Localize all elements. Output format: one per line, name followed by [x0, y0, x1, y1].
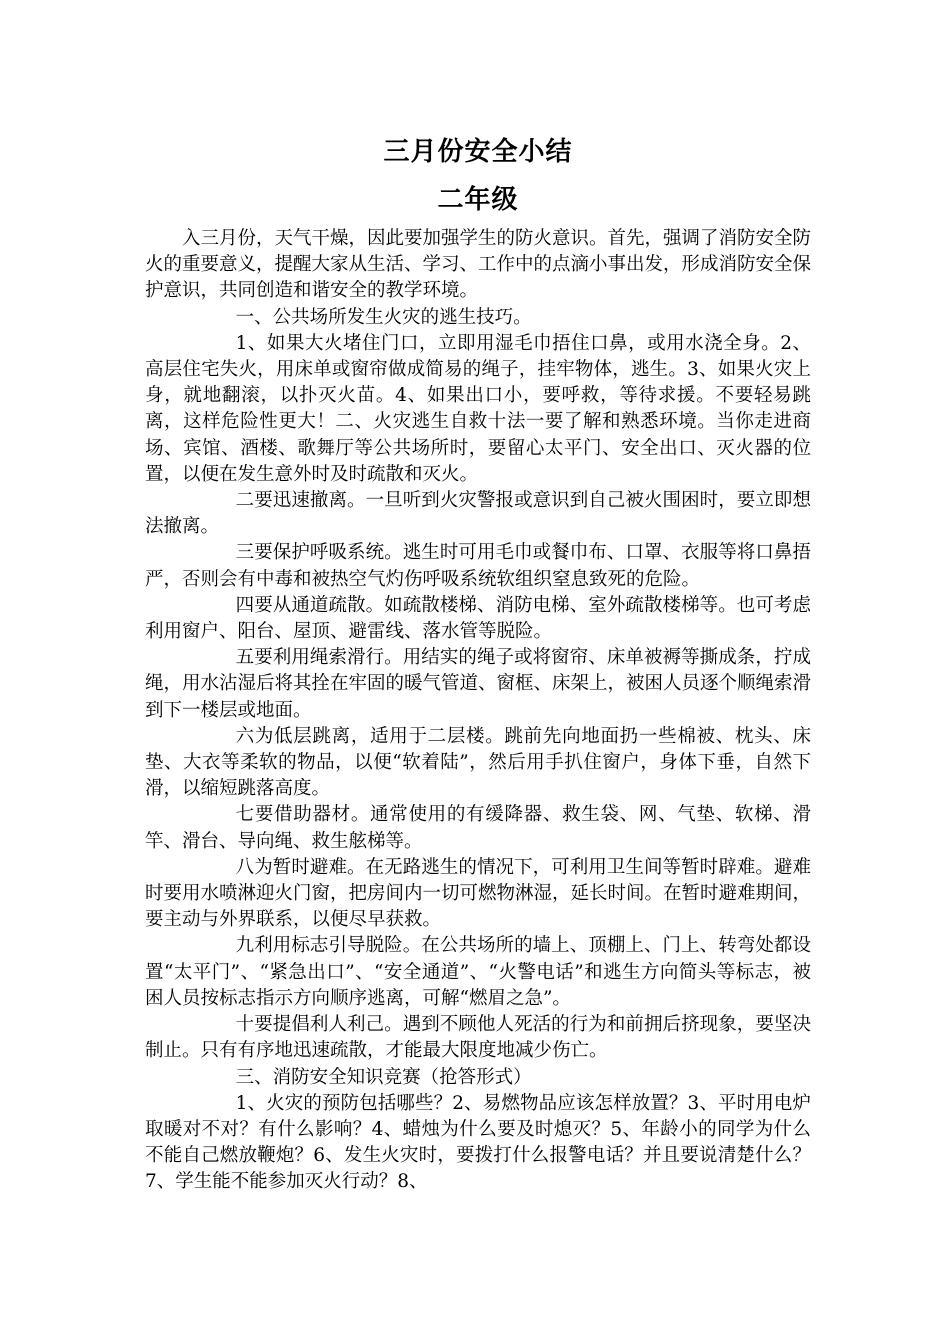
paragraph-rule-10: 十要提倡利人利己。遇到不顾他人死活的行为和前拥后挤现象，要坚决制止。只有有序地迅速疏散，才能最大限度地减少伤亡。 — [145, 1014, 811, 1062]
paragraph-quiz-questions: 1、火灾的预防包括哪些？2、易燃物品应该怎样放置？3、平时用电炉取暖对不对？有什么影响？4、蜡烛为什么要及时熄灭？5、年龄小的同学为什么不能自己燃放鞭炮？6、发生火灾时，要拨打什么报警电话？并且要说清楚什么？7、学生能不能参加灭火行动？8、 — [145, 1092, 811, 1193]
paragraph-rule-3: 三要保护呼吸系统。逃生时可用毛巾或餐巾布、口罩、衣服等将口鼻捂严，否则会有中毒和被热空气灼伤呼吸系统软组织窒息致死的危险。 — [145, 542, 811, 590]
document-page — [145, 130, 811, 1196]
section-heading-1: 一、公共场所发生火灾的逃生技巧。 — [235, 306, 532, 328]
paragraph-rule-8: 八为暂时避难。在无路逃生的情况下，可利用卫生间等暂时辟难。避难时要用水喷淋迎火门窗，把房间内一切可燃物淋湿，延长时间。在暂时避难期间，要主动与外界联系，以便尽早获救。 — [145, 856, 812, 931]
section-heading-3: 三、消防安全知识竞赛（抢答形式） — [235, 1066, 532, 1088]
paragraph-rule-9: 九利用标志引导脱险。在公共场所的墙上、顶棚上、门上、转弯处都设置“太平门”、“紧急出口”、“安全通道”、“火警电话”和逃生方向简头等标志，被困人员按标志指示方向顺序逃离，可解“燃眉之急”。 — [145, 935, 811, 1009]
paragraph-rule-2: 二要迅速撤离。一旦听到火灾警报或意识到自己被火围困时，要立即想法撤离。 — [145, 490, 811, 538]
document-title: 三月份安全小结 — [383, 137, 573, 167]
paragraph-rule-6: 六为低层跳离，适用于二层楼。跳前先向地面扔一些棉被、枕头、床垫、大衣等柔软的物品，以便“软着陆”，然后用手扒住窗户，身体下垂，自然下滑，以缩短跳落高度。 — [145, 725, 811, 800]
document-subtitle: 二年级 — [437, 185, 519, 215]
paragraph-escape-tips: 1、如果大火堵住门口，立即用湿毛巾捂住口鼻，或用水浇全身。2、高层住宅失火，用床单或窗帘做成简易的绳子，挂牢物体，逃生。3、如果火灾上身，就地翻滚，以扑灭火苗。4、如果出口小，要呼救，等待求援。不要轻易跳离，这样危险性更大！二、火灾逃生自救十法一要了解和熟悉环境。当你走进商场、宾馆、酒楼、歌舞厅等公共场所时，要留心太平门、安全出口、灭火器的位置，以便在发生意外时及时疏散和灭火。 — [145, 332, 811, 485]
paragraph-rule-4: 四要从通道疏散。如疏散楼梯、消防电梯、室外疏散楼梯等。也可考虑利用窗户、阳台、屋顶、避雷线、落水管等脱险。 — [145, 594, 811, 643]
paragraph-intro: 入三月份，天气干燥，因此要加强学生的防火意识。首先，强调了消防安全防火的重要意义，提醒大家从生活、学习、工作中的点滴小事出发，形成消防安全保护意识，共同创造和谐安全的教学环境。 — [145, 228, 812, 302]
paragraph-rule-7: 七要借助器材。通常使用的有缓降器、救生袋、网、气垫、软梯、滑竿、滑台、导向绳、救生舷梯等。 — [145, 804, 811, 852]
paragraph-rule-5: 五要利用绳索滑行。用结实的绳子或将窗帘、床单被褥等撕成条，拧成绳，用水沾湿后将其拴在牢固的暖气管道、窗框、床架上，被困人员逐个顺绳索滑到下一楼层或地面。 — [145, 647, 812, 721]
